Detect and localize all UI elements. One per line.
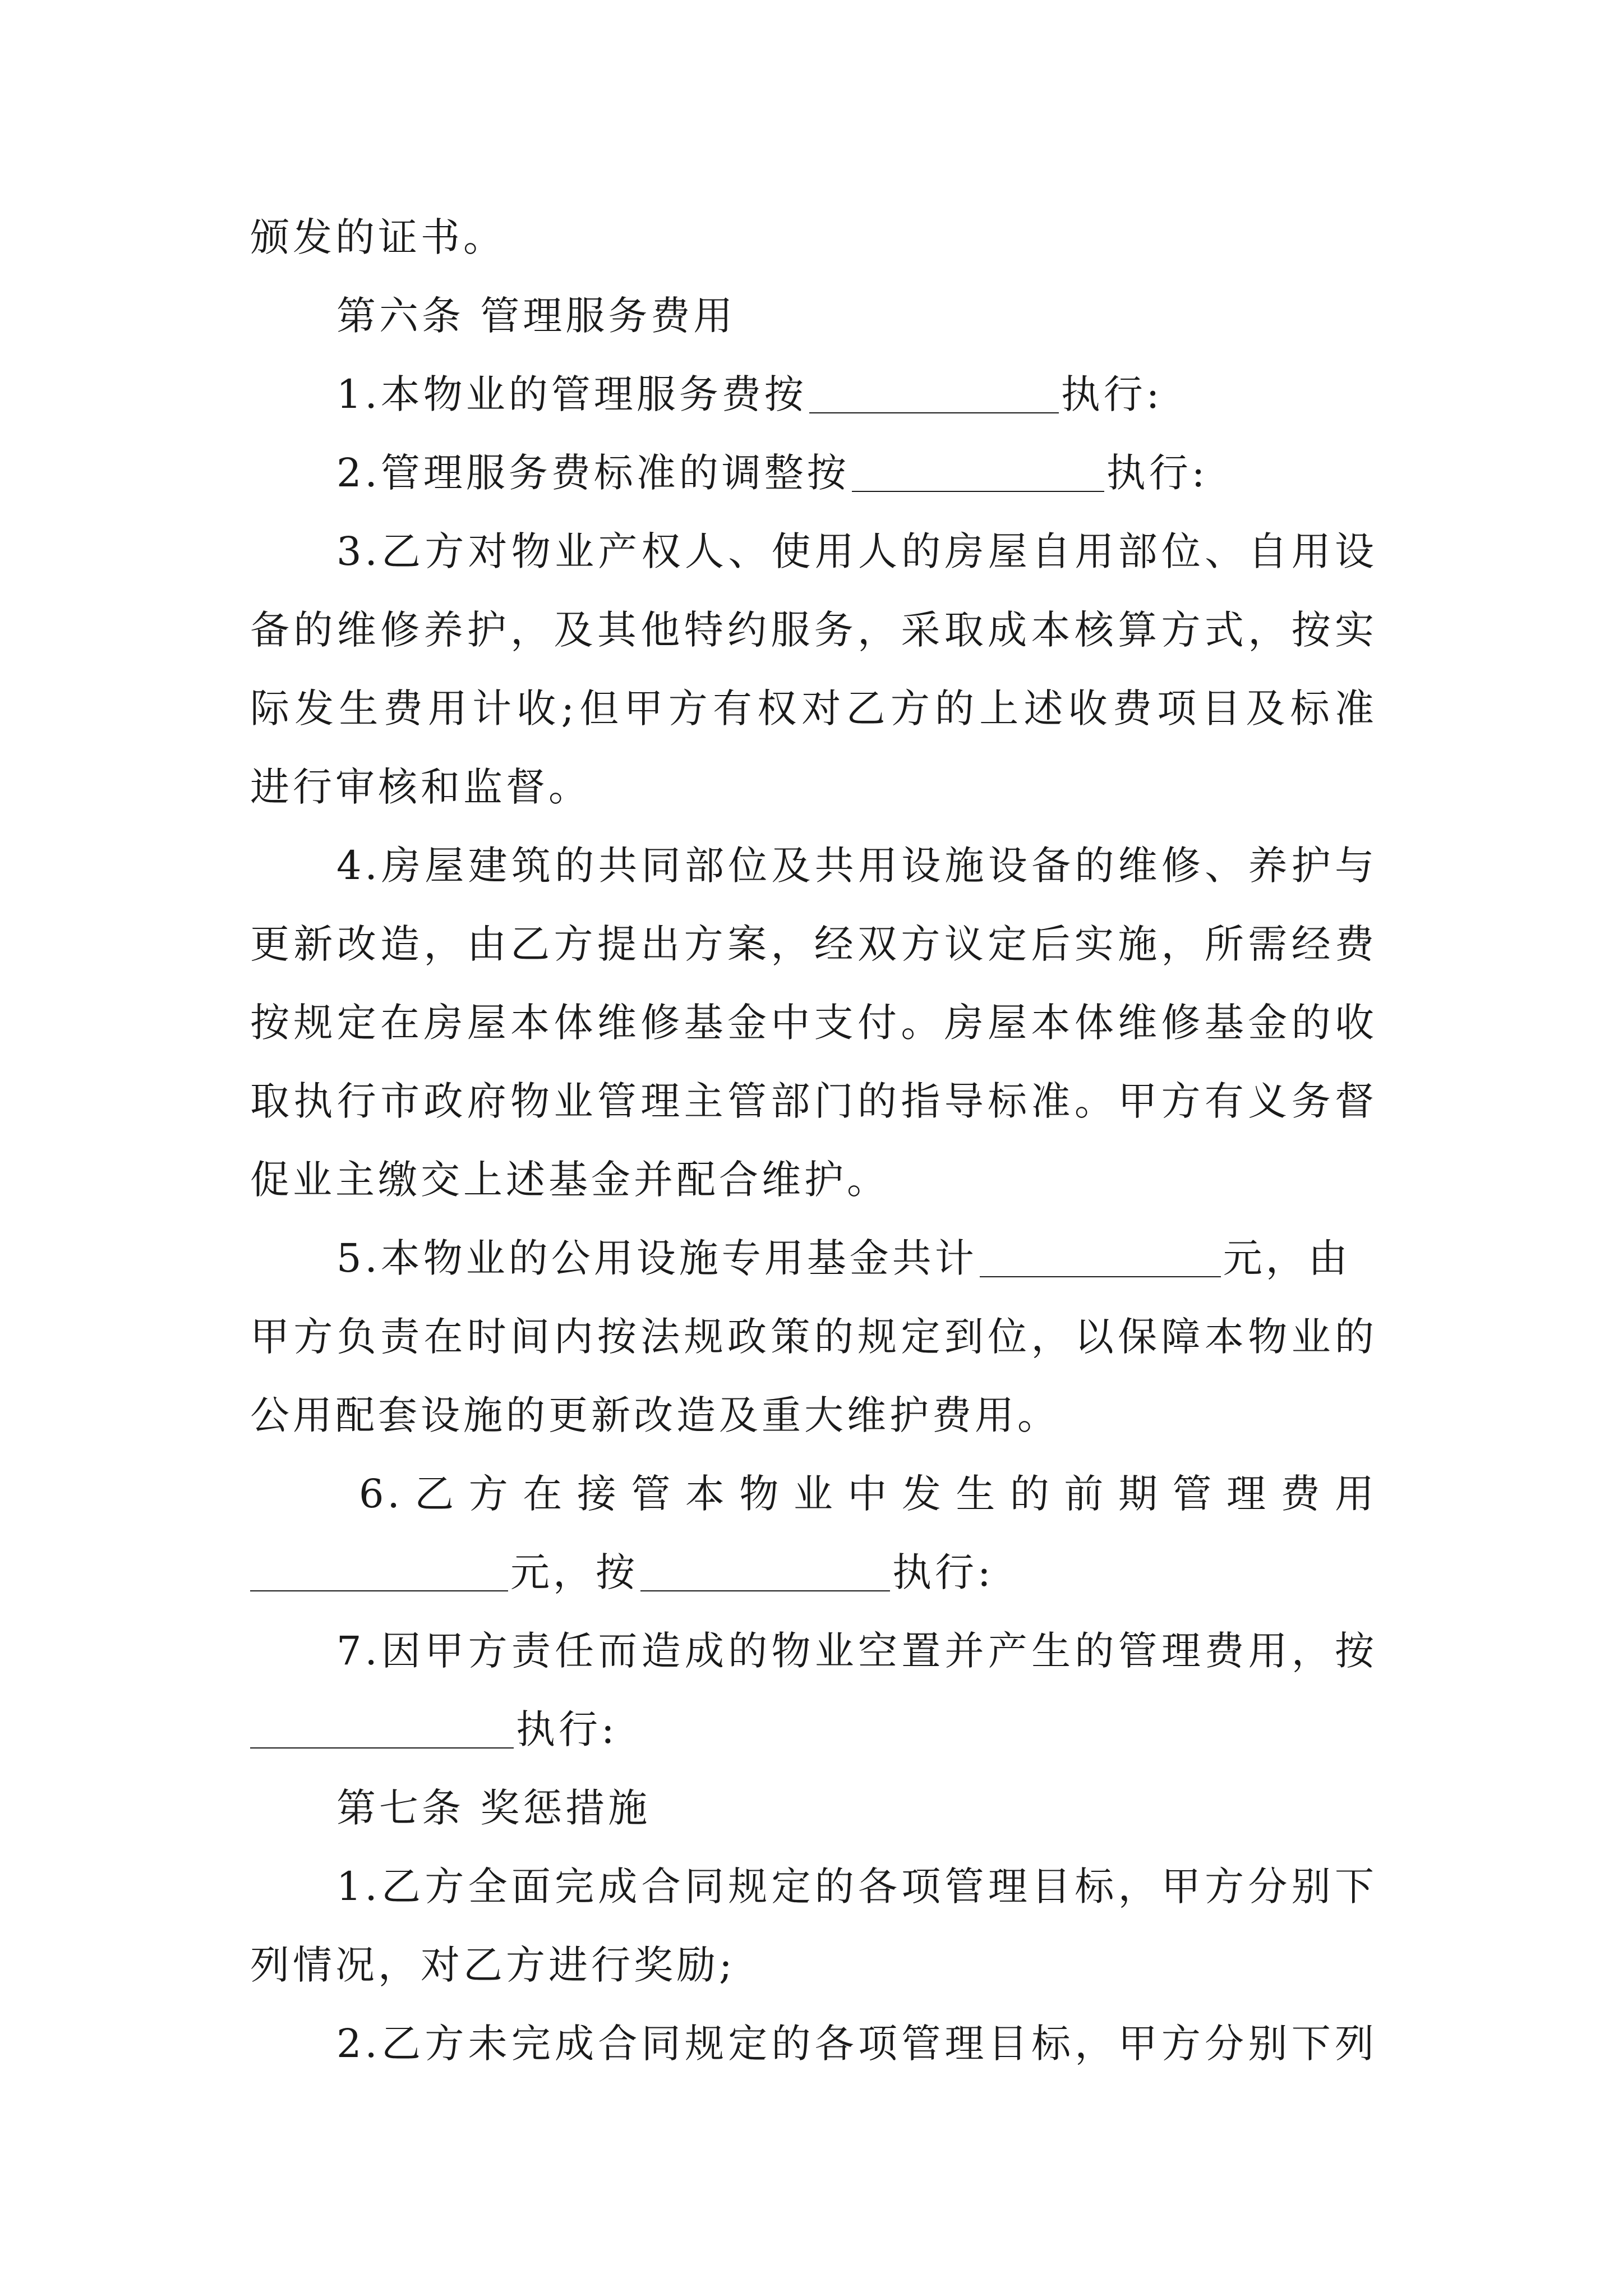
text-line <box>250 204 1377 271</box>
paragraph-text: 进行审核和监督。 <box>250 764 591 810</box>
paragraph-text: 公用配套设施的更新改造及重大维护费用。 <box>250 1392 1060 1438</box>
paragraph-text: 取执行市政府物业管理主管部门的指导标准。甲方有义务督 <box>250 1078 1377 1124</box>
paragraph-text: 执行: <box>892 1549 994 1595</box>
text-line <box>250 1068 1377 1135</box>
text-line <box>250 675 1377 742</box>
text-line <box>250 1539 1377 1606</box>
fill-in-blank[interactable] <box>640 1590 890 1591</box>
paragraph-text: 元，按 <box>510 1549 638 1595</box>
paragraph-text: 更新改造，由乙方提出方案，经双方议定后实施，所需经费 <box>250 921 1377 967</box>
text-line <box>250 989 1377 1056</box>
fill-in-blank[interactable] <box>250 1747 514 1749</box>
clause-line <box>336 1225 1377 1292</box>
clause-line <box>336 1853 1377 1920</box>
clause-text: 元，由 <box>1223 1235 1351 1281</box>
clause-text: 3.乙方对物业产权人、使用人的房屋自用部位、自用设 <box>336 528 1377 574</box>
text-line <box>250 910 1377 978</box>
fill-in-blank[interactable] <box>250 1590 508 1591</box>
clause-text: 1.乙方全面完成合同规定的各项管理目标，甲方分别下 <box>336 1864 1377 1910</box>
paragraph-text: 促业主缴交上述基金并配合维护。 <box>250 1157 889 1203</box>
clause-text: 执行: <box>1106 450 1209 496</box>
clause-line <box>336 518 1377 585</box>
clause-text: 6.乙方在接管本物业中发生的前期管理费用 <box>359 1471 1377 1517</box>
clause-text: 5.本物业的公用设施专用基金共计 <box>336 1235 978 1281</box>
heading-text: 第七条 奖惩措施 <box>336 1785 651 1831</box>
clause-line <box>336 2010 1377 2077</box>
paragraph-text: 执行: <box>516 1706 618 1752</box>
text-line <box>250 1696 1377 1763</box>
clause-text: 4.房屋建筑的共同部位及共用设施设备的维修、养护与 <box>336 843 1377 889</box>
paragraph-text: 备的维修养护，及其他特约服务，采取成本核算方式，按实 <box>250 607 1377 653</box>
paragraph-text: 际发生费用计收;但甲方有权对乙方的上述收费项目及标准 <box>250 685 1377 731</box>
paragraph-text: 颁发的证书。 <box>250 214 506 260</box>
clause-text: 7.因甲方责任而造成的物业空置并产生的管理费用，按 <box>336 1628 1377 1674</box>
heading-text: 第六条 管理服务费用 <box>336 293 736 339</box>
fill-in-blank[interactable] <box>852 491 1104 492</box>
clause-line <box>336 361 1377 428</box>
clause-line <box>336 439 1377 507</box>
text-line <box>250 596 1377 664</box>
article-heading <box>336 1774 1377 1842</box>
clause-text: 执行: <box>1061 371 1163 417</box>
fill-in-blank[interactable] <box>809 412 1059 413</box>
article-heading <box>336 282 1377 349</box>
clause-line <box>336 832 1377 899</box>
paragraph-text: 列情况，对乙方进行奖励; <box>250 1942 736 1988</box>
paragraph-text: 按规定在房屋本体维修基金中支付。房屋本体维修基金的收 <box>250 1000 1377 1046</box>
fill-in-blank[interactable] <box>980 1276 1221 1277</box>
text-line <box>250 1931 1377 1999</box>
text-line <box>250 1303 1377 1370</box>
clause-text: 1.本物业的管理服务费按 <box>336 371 807 417</box>
clause-line <box>336 1617 1377 1685</box>
text-line <box>250 1146 1377 1213</box>
text-line <box>250 1382 1377 1449</box>
clause-text: 2.乙方未完成合同规定的各项管理目标，甲方分别下列 <box>336 2021 1377 2067</box>
clause-line <box>359 1460 1377 1527</box>
clause-text: 2.管理服务费标准的调整按 <box>336 450 850 496</box>
paragraph-text: 甲方负责在时间内按法规政策的规定到位，以保障本物业的 <box>250 1314 1377 1360</box>
text-line <box>250 753 1377 821</box>
